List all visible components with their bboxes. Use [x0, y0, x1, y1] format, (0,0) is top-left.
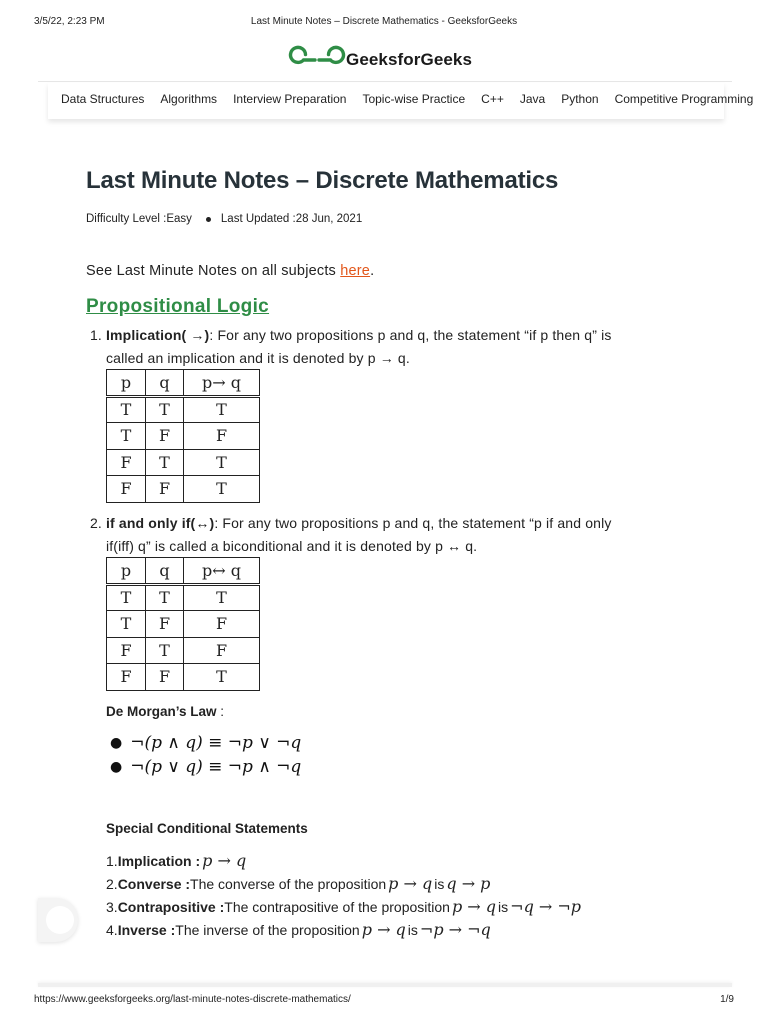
nav-item-competitive-programming[interactable]: Competitive Programming [614, 92, 754, 106]
print-date: 3/5/22, 2:23 PM [34, 16, 105, 27]
math-expression: ¬p → ¬q [419, 920, 491, 939]
table-cell: F [146, 611, 184, 638]
article-title: Last Minute Notes – Discrete Mathematics [86, 167, 559, 194]
table-cell: F [184, 637, 260, 664]
table-row [107, 476, 260, 503]
conditional-text: The converse of the proposition [190, 875, 387, 892]
main-nav [48, 83, 754, 119]
table-cell: T [146, 584, 184, 611]
conditional-term-inverse: Inverse : [117, 921, 176, 938]
special-conditional-list [106, 849, 583, 941]
list-number: 2. [90, 515, 102, 531]
conditional-is: is [498, 898, 509, 915]
conditional-text: The inverse of the proposition [175, 921, 360, 938]
conditional-term-implication: Implication : [117, 852, 201, 869]
nav-item-cpp[interactable]: C++ [481, 92, 504, 106]
print-footer [34, 994, 734, 1008]
table-cell: F [146, 476, 184, 503]
see-notes-paragraph [86, 263, 374, 279]
implication-truth-table [106, 369, 260, 503]
table-cell: T [184, 396, 260, 423]
demorgan-law-2: ¬(p ∨ q) ≡ ¬p ∧ ¬q [130, 757, 302, 777]
conditional-is: is [434, 875, 445, 892]
table-cell: T [146, 637, 184, 664]
list-item [110, 755, 301, 779]
floating-side-widget[interactable] [38, 898, 78, 942]
nav-item-interview-preparation[interactable]: Interview Preparation [233, 92, 347, 106]
table-cell: T [107, 423, 146, 450]
nav-item-java[interactable]: Java [519, 92, 546, 106]
table-cell: T [107, 584, 146, 611]
special-conditional-heading: Special Conditional Statements [106, 821, 308, 836]
bullet-icon: ● [110, 735, 123, 751]
table-row [107, 637, 260, 664]
biconditional-term: if and only if(↔) [106, 515, 215, 531]
implication-text-line1: : For any two propositions p and q, the statement “if p then q” is [209, 327, 612, 343]
table-header-q: q [146, 370, 184, 397]
article-meta [86, 213, 362, 225]
geeksforgeeks-logo-icon [294, 48, 340, 72]
demorgan-suffix: : [216, 704, 225, 719]
math-expression: p → q [202, 851, 247, 870]
list-item [106, 918, 583, 941]
table-cell: F [184, 611, 260, 638]
updated-value: 28 Jun, 2021 [295, 213, 363, 225]
table-row [107, 423, 260, 450]
demorgan-law-1: ¬(p ∧ q) ≡ ¬p ∨ ¬q [130, 733, 302, 753]
section-heading-propositional-logic: Propositional Logic [86, 296, 270, 317]
biconditional-definition [88, 512, 668, 557]
list-number: 3. [106, 898, 118, 915]
implication-term: Implication( →) [106, 327, 210, 343]
table-row [107, 396, 260, 423]
print-page-number: 1/9 [720, 994, 734, 1005]
table-cell: T [184, 449, 260, 476]
table-cell: T [184, 664, 260, 691]
table-row [107, 611, 260, 638]
print-page-title: Last Minute Notes – Discrete Mathematics - GeeksforGeeks [250, 16, 518, 27]
table-cell: T [107, 396, 146, 423]
list-item [106, 872, 583, 895]
table-cell: F [146, 664, 184, 691]
widget-circle-icon [46, 906, 74, 934]
difficulty-value[interactable]: Easy [166, 213, 192, 225]
table-row [107, 584, 260, 611]
meta-separator-dot [206, 217, 211, 222]
site-logo[interactable] [294, 46, 472, 74]
list-number: 1. [90, 327, 102, 343]
table-cell: T [146, 449, 184, 476]
math-expression: ¬q → ¬p [510, 897, 582, 916]
math-expression: p → q [388, 874, 433, 893]
conditional-text: The contrapositive of the proposition [224, 898, 450, 915]
demorgan-heading [106, 704, 224, 719]
biconditional-truth-table [106, 557, 260, 691]
conditional-is: is [407, 921, 418, 938]
nav-item-topic-wise-practice[interactable]: Topic-wise Practice [362, 92, 466, 106]
implication-text-line2: called an implication and it is denoted by p → q. [106, 349, 410, 366]
biconditional-text-line1: : For any two propositions p and q, the statement “p if and only [214, 515, 612, 531]
demorgan-label: De Morgan’s Law [106, 704, 217, 719]
list-item [106, 849, 583, 872]
table-row [107, 449, 260, 476]
math-expression: p → q [451, 897, 497, 916]
math-expression: q → p [446, 874, 491, 893]
table-cell: T [146, 396, 184, 423]
site-header [38, 42, 732, 82]
implication-definition [88, 324, 668, 369]
table-header-q: q [146, 558, 184, 585]
list-number: 4. [106, 921, 118, 938]
biconditional-text-line2: if(iff) q” is called a biconditional and it is denoted by p ↔ q. [106, 537, 478, 554]
see-notes-suffix: . [370, 263, 375, 279]
table-header-p: p [107, 370, 146, 397]
table-header-result: p→ q [184, 370, 260, 397]
print-url: https://www.geeksforgeeks.org/last-minute-notes-discrete-mathematics/ [34, 994, 351, 1005]
table-cell: F [107, 449, 146, 476]
conditional-term-converse: Converse : [117, 875, 191, 892]
see-notes-text: See Last Minute Notes on all subjects [86, 263, 341, 279]
updated-label: Last Updated : [220, 213, 296, 225]
see-notes-link[interactable]: here [340, 263, 371, 279]
bullet-icon: ● [110, 759, 123, 775]
demorgan-laws [110, 731, 301, 779]
table-cell: T [184, 584, 260, 611]
print-header [34, 16, 734, 30]
logo-text: GeeksforGeeks [346, 50, 473, 69]
list-number: 1. [106, 852, 118, 869]
table-header-result: p↔ q [184, 558, 260, 585]
table-cell: F [107, 664, 146, 691]
math-expression: p → q [361, 920, 406, 939]
page-bottom-divider [38, 983, 732, 987]
nav-item-python[interactable]: Python [561, 92, 599, 106]
list-item [106, 895, 583, 918]
table-cell: F [146, 423, 184, 450]
table-cell: T [184, 476, 260, 503]
nav-item-algorithms[interactable]: Algorithms [160, 92, 218, 106]
table-cell: F [107, 637, 146, 664]
table-cell: T [107, 611, 146, 638]
table-cell: F [184, 423, 260, 450]
list-number: 2. [106, 875, 118, 892]
table-cell: F [107, 476, 146, 503]
list-item [110, 731, 301, 755]
difficulty-label: Difficulty Level : [86, 213, 167, 225]
conditional-term-contrapositive: Contrapositive : [117, 898, 225, 915]
table-row [107, 664, 260, 691]
nav-item-data-structures[interactable]: Data Structures [61, 92, 145, 106]
table-header-p: p [107, 558, 146, 585]
